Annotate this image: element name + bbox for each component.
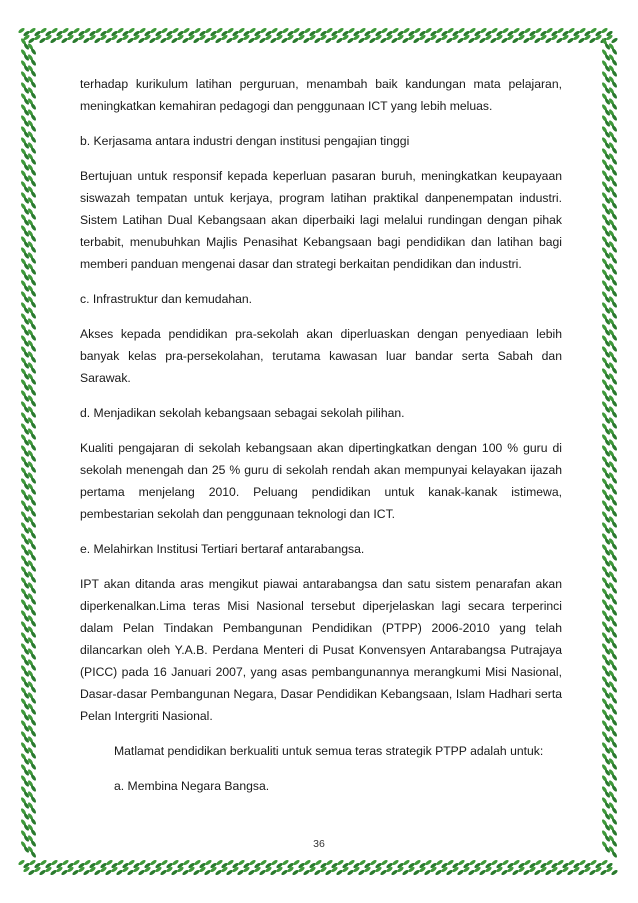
leaf-icon: [72, 37, 80, 44]
leaf-icon: [469, 859, 477, 866]
leaf-icon: [325, 869, 333, 876]
leaf-icon: [392, 859, 400, 866]
border-left: [20, 38, 37, 859]
leaf-icon: [391, 37, 399, 44]
heading-d-national-schools: d. Menjadikan sekolah kebangsaan sebagai sekolah pilihan.: [80, 406, 405, 420]
leaf-icon: [205, 27, 213, 34]
leaf-icon: [150, 859, 158, 866]
leaf-icon: [304, 27, 312, 34]
leaf-icon: [370, 859, 378, 866]
leaf-icon: [369, 869, 377, 876]
leaf-icon: [436, 27, 444, 34]
leaf-icon: [128, 859, 136, 866]
leaf-icon: [545, 869, 553, 876]
paragraph-ptpp: IPT akan ditanda aras mengikut piawai antarabangsa dan satu sistem penarafan akan diperkenalkan.Lima teras Misi Nasional tersebut diperjelaskan lagi secara terperinci dalam Pelan Tindakan Pembangunan Pendidikan (PTPP) 2006-2010 yang telah dilancarkan oleh Y.A.B. Perdana Menteri di Pusat Konvensyen Antarabangsa Putrajaya (PICC) pada 16 Januari 2007, yang asas pembangunannya merangkumi Misi Nasional, Dasar-dasar Pembangunan Negara, Dasar Pendidikan Kebangsaan, Islam Hadhari serta Pelan Intergriti Nasional.: [80, 577, 562, 723]
leaf-icon: [590, 859, 598, 866]
leaf-icon: [29, 27, 37, 34]
leaf-icon: [567, 37, 575, 44]
leaf-icon: [216, 27, 224, 34]
leaf-icon: [259, 37, 267, 44]
leaf-icon: [370, 27, 378, 34]
leaf-icon: [425, 859, 433, 866]
leaf-icon: [237, 37, 245, 44]
leaf-icon: [337, 859, 345, 866]
leaf-icon: [557, 27, 565, 34]
leaf-icon: [106, 859, 114, 866]
leaf-icon: [105, 37, 113, 44]
leaf-icon: [83, 37, 91, 44]
leaf-icon: [535, 859, 543, 866]
leaf-icon: [50, 37, 58, 44]
leaf-icon: [39, 37, 47, 44]
leaf-icon: [359, 859, 367, 866]
leaf-icon: [424, 37, 432, 44]
paragraph-curriculum: terhadap kurikulum latihan perguruan, menambah baik kandungan mata pelajaran, meningkatkan kemahiran pedagogi dan penggunaan ICT yang lebih meluas.: [80, 77, 562, 113]
leaf-icon: [215, 37, 223, 44]
leaf-icon: [117, 859, 125, 866]
leaf-icon: [303, 37, 311, 44]
leaf-icon: [72, 869, 80, 876]
leaf-icon: [116, 869, 124, 876]
leaf-icon: [501, 869, 509, 876]
leaf-icon: [568, 859, 576, 866]
leaf-icon: [369, 37, 377, 44]
leaf-icon: [556, 869, 564, 876]
leaf-icon: [182, 869, 190, 876]
leaf-icon: [138, 869, 146, 876]
leaf-icon: [281, 869, 289, 876]
leaf-icon: [204, 37, 212, 44]
leaf-icon: [479, 869, 487, 876]
leaf-icon: [237, 869, 245, 876]
leaf-icon: [469, 27, 477, 34]
heading-b-industry-cooperation: b. Kerjasama antara industri dengan institusi pengajian tinggi: [80, 134, 410, 148]
page-number: 36: [313, 838, 325, 850]
leaf-icon: [260, 27, 268, 34]
leaf-icon: [139, 27, 147, 34]
leaf-icon: [490, 869, 498, 876]
border-right: [601, 38, 618, 859]
leaf-icon: [227, 859, 235, 866]
leaf-icon: [468, 37, 476, 44]
leaf-icon: [117, 27, 125, 34]
border-top: [18, 27, 619, 44]
leaf-icon: [106, 27, 114, 34]
leaf-icon: [611, 37, 619, 44]
leaf-icon: [546, 27, 554, 34]
leaf-icon: [238, 859, 246, 866]
leaf-icon: [238, 27, 246, 34]
leaf-icon: [568, 27, 576, 34]
leaf-icon: [380, 869, 388, 876]
leaf-icon: [226, 869, 234, 876]
leaf-icon: [194, 859, 202, 866]
leaf-icon: [381, 859, 389, 866]
leaf-icon: [414, 27, 422, 34]
leaf-icon: [358, 37, 366, 44]
leaf-icon: [28, 869, 36, 876]
leaf-icon: [578, 37, 586, 44]
leaf-icon: [601, 27, 609, 34]
leaf-icon: [18, 27, 26, 34]
leaf-icon: [524, 859, 532, 866]
paragraph-quality-education-goal: Matlamat pendidikan berkualiti untuk semua teras strategik PTPP adalah untuk:: [114, 744, 544, 758]
leaf-icon: [94, 37, 102, 44]
leaf-icon: [139, 859, 147, 866]
leaf-icon: [40, 27, 48, 34]
heading-e-tertiary-institutions: e. Melahirkan Institusi Tertiari bertaraf antarabangsa.: [80, 542, 365, 556]
leaf-icon: [391, 869, 399, 876]
leaf-icon: [194, 27, 202, 34]
leaf-icon: [534, 37, 542, 44]
leaf-icon: [347, 37, 355, 44]
leaf-icon: [402, 37, 410, 44]
leaf-icon: [249, 859, 257, 866]
leaf-icon: [380, 37, 388, 44]
leaf-icon: [172, 27, 180, 34]
leaf-icon: [193, 37, 201, 44]
leaf-icon: [513, 859, 521, 866]
leaf-icon: [523, 37, 531, 44]
leaf-icon: [204, 869, 212, 876]
leaf-icon: [457, 37, 465, 44]
leaf-icon: [447, 859, 455, 866]
leaf-icon: [83, 869, 91, 876]
leaf-icon: [171, 37, 179, 44]
leaf-icon: [435, 37, 443, 44]
leaf-icon: [490, 37, 498, 44]
leaf-icon: [149, 869, 157, 876]
leaf-icon: [326, 27, 334, 34]
leaf-icon: [249, 27, 257, 34]
leaf-icon: [392, 27, 400, 34]
leaf-icon: [73, 27, 81, 34]
leaf-icon: [337, 27, 345, 34]
leaf-icon: [248, 37, 256, 44]
leaf-icon: [512, 37, 520, 44]
leaf-icon: [403, 27, 411, 34]
leaf-icon: [216, 859, 224, 866]
leaf-icon: [150, 27, 158, 34]
paragraph-teaching-quality: Kualiti pengajaran di sekolah kebangsaan akan dipertingkatkan dengan 100 % guru di sekolah menengah dan 25 % guru di sekolah rendah akan mempunyai kelayakan ijazah pertama menjelang 2010. Peluang pendidikan untuk kanak-kanak istimewa, pembestarian sekolah dan penggunaan teknologi dan ICT.: [80, 441, 562, 521]
leaf-icon: [468, 869, 476, 876]
leaf-icon: [61, 869, 69, 876]
leaf-icon: [348, 859, 356, 866]
leaf-icon: [480, 27, 488, 34]
leaf-icon: [402, 869, 410, 876]
leaf-icon: [425, 27, 433, 34]
leaf-icon: [336, 869, 344, 876]
leaf-icon: [51, 859, 59, 866]
leaf-icon: [557, 859, 565, 866]
leaf-icon: [447, 27, 455, 34]
leaf-icon: [381, 27, 389, 34]
leaf-icon: [513, 27, 521, 34]
leaf-icon: [183, 859, 191, 866]
leaf-icon: [578, 869, 586, 876]
leaf-icon: [579, 27, 587, 34]
leaf-icon: [183, 27, 191, 34]
leaf-icon: [29, 859, 37, 866]
leaf-icon: [501, 37, 509, 44]
leaf-icon: [138, 37, 146, 44]
leaf-icon: [193, 869, 201, 876]
border-bottom: [18, 859, 619, 876]
leaf-icon: [149, 37, 157, 44]
leaf-icon: [39, 869, 47, 876]
leaf-icon: [458, 859, 466, 866]
leaf-icon: [600, 869, 608, 876]
leaf-icon: [282, 859, 290, 866]
leaf-icon: [358, 869, 366, 876]
leaf-icon: [73, 859, 81, 866]
page-body: [80, 73, 562, 797]
leaf-icon: [480, 859, 488, 866]
leaf-icon: [424, 869, 432, 876]
leaf-icon: [292, 869, 300, 876]
leaf-icon: [567, 869, 575, 876]
leaf-icon: [293, 859, 301, 866]
leaf-icon: [314, 869, 322, 876]
leaf-icon: [479, 37, 487, 44]
leaf-icon: [292, 37, 300, 44]
leaf-icon: [161, 859, 169, 866]
leaf-icon: [436, 859, 444, 866]
leaf-icon: [161, 27, 169, 34]
paragraph-labour-market: Bertujuan untuk responsif kepada keperluan pasaran buruh, meningkatkan keupayaan siswazah tempatan untuk kerjaya, program latihan praktikal danpenempatan industri. Sistem Latihan Dual Kebangsaan akan diperbaiki lagi melalui rundingan dengan pihak terbabit, menubuhkan Majlis Penasihat Kebangsaan bagi pendidikan dan latihan bagi memberi panduan mengenai dasar dan strategi berkaitan pendidikan dan industri.: [80, 169, 562, 271]
leaf-icon: [270, 37, 278, 44]
leaf-icon: [127, 37, 135, 44]
leaf-icon: [579, 859, 587, 866]
list-item-a-nation-building: a. Membina Negara Bangsa.: [114, 779, 270, 793]
leaf-icon: [293, 27, 301, 34]
leaf-icon: [491, 859, 499, 866]
leaf-icon: [502, 27, 510, 34]
leaf-icon: [413, 869, 421, 876]
leaf-icon: [546, 859, 554, 866]
leaf-icon: [534, 869, 542, 876]
leaf-icon: [84, 27, 92, 34]
leaf-icon: [336, 37, 344, 44]
leaf-icon: [62, 27, 70, 34]
leaf-icon: [348, 27, 356, 34]
leaf-icon: [259, 869, 267, 876]
leaf-icon: [270, 869, 278, 876]
leaf-icon: [18, 859, 26, 866]
heading-c-infrastructure: c. Infrastruktur dan kemudahan.: [80, 292, 253, 306]
leaf-icon: [535, 27, 543, 34]
leaf-icon: [413, 37, 421, 44]
leaf-icon: [523, 869, 531, 876]
leaf-icon: [116, 37, 124, 44]
leaf-icon: [62, 859, 70, 866]
leaf-icon: [94, 869, 102, 876]
leaf-icon: [314, 37, 322, 44]
leaf-icon: [160, 869, 168, 876]
leaf-icon: [172, 859, 180, 866]
leaf-icon: [556, 37, 564, 44]
leaf-icon: [303, 869, 311, 876]
leaf-icon: [326, 859, 334, 866]
leaf-icon: [51, 27, 59, 34]
leaf-icon: [512, 869, 520, 876]
leaf-icon: [95, 859, 103, 866]
leaf-icon: [160, 37, 168, 44]
leaf-icon: [95, 27, 103, 34]
leaf-icon: [435, 869, 443, 876]
leaf-icon: [105, 869, 113, 876]
leaf-icon: [215, 869, 223, 876]
leaf-icon: [414, 859, 422, 866]
leaf-icon: [347, 869, 355, 876]
leaf-icon: [315, 27, 323, 34]
leaf-icon: [61, 37, 69, 44]
leaf-icon: [84, 859, 92, 866]
leaf-icon: [304, 859, 312, 866]
leaf-icon: [524, 27, 532, 34]
leaf-icon: [271, 859, 279, 866]
leaf-icon: [127, 869, 135, 876]
leaf-icon: [248, 869, 256, 876]
leaf-icon: [457, 869, 465, 876]
leaf-icon: [446, 869, 454, 876]
leaf-icon: [590, 27, 598, 34]
leaf-icon: [545, 37, 553, 44]
leaf-icon: [260, 859, 268, 866]
leaf-icon: [281, 37, 289, 44]
leaf-icon: [589, 869, 597, 876]
paragraph-preschool-access: Akses kepada pendidikan pra-sekolah akan diperluaskan dengan penyediaan lebih banyak kelas pra-persekolahan, terutama kawasan luar bandar serta Sabah dan Sarawak.: [80, 327, 562, 385]
leaf-icon: [502, 859, 510, 866]
leaf-icon: [227, 27, 235, 34]
leaf-icon: [325, 37, 333, 44]
leaf-icon: [205, 859, 213, 866]
leaf-icon: [601, 859, 609, 866]
leaf-icon: [458, 27, 466, 34]
leaf-icon: [315, 859, 323, 866]
leaf-icon: [50, 869, 58, 876]
leaf-icon: [28, 37, 36, 44]
leaf-icon: [446, 37, 454, 44]
leaf-icon: [182, 37, 190, 44]
leaf-icon: [40, 859, 48, 866]
leaf-icon: [359, 27, 367, 34]
leaf-icon: [171, 869, 179, 876]
leaf-icon: [589, 37, 597, 44]
leaf-icon: [491, 27, 499, 34]
leaf-icon: [128, 27, 136, 34]
leaf-icon: [403, 859, 411, 866]
leaf-icon: [282, 27, 290, 34]
leaf-icon: [271, 27, 279, 34]
leaf-icon: [226, 37, 234, 44]
leaf-icon: [611, 869, 619, 876]
